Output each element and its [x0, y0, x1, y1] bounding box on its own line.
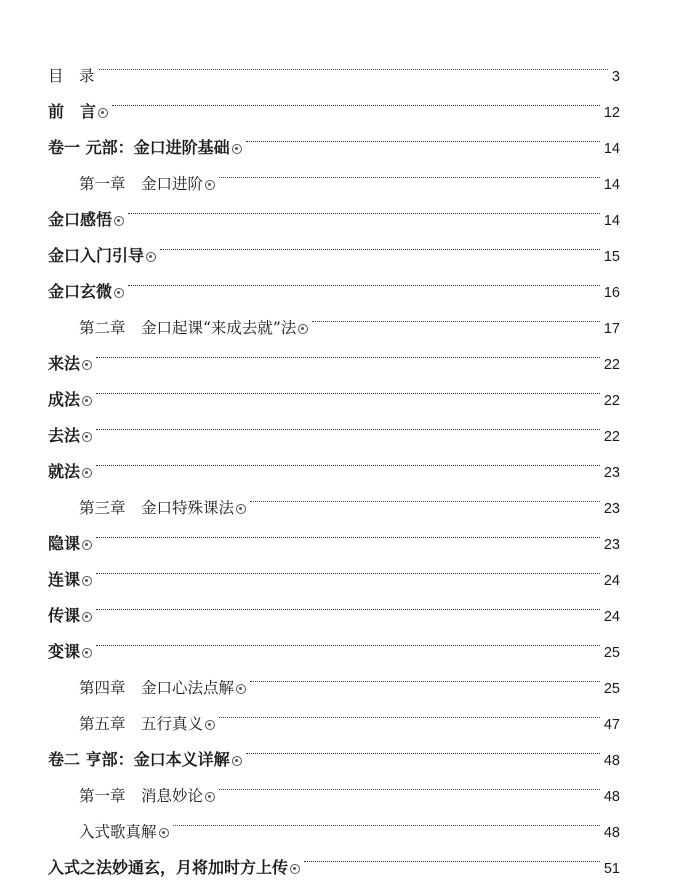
dot-leader: [128, 189, 600, 225]
bullseye-icon: [82, 612, 92, 622]
toc-entry[interactable]: [48, 477, 620, 517]
bullseye-icon: [98, 108, 108, 118]
toc-entry-page: 14: [603, 213, 620, 229]
toc-entry-title-text: 连课: [48, 570, 81, 589]
dot-leader: [96, 621, 600, 657]
toc-entry-page: 17: [603, 321, 620, 337]
dot-leader: [96, 333, 600, 369]
toc-entry-title: [48, 274, 124, 310]
toc-entry-page: 48: [603, 753, 620, 769]
bullseye-icon: [205, 720, 215, 730]
dot-leader: [246, 117, 600, 153]
table-of-contents: [48, 45, 620, 877]
bullseye-icon: [82, 648, 92, 658]
toc-entry[interactable]: [48, 261, 620, 301]
toc-entry-title-text: 入式之法妙通玄，月将加时方上传: [48, 858, 289, 877]
toc-entry-page: 24: [603, 573, 620, 589]
toc-entry-title-text: 去法: [48, 426, 81, 445]
bullseye-icon: [82, 540, 92, 550]
toc-entry[interactable]: [48, 189, 620, 229]
toc-entry-title: [79, 814, 169, 850]
toc-entry-title: [48, 94, 108, 130]
dot-leader: [128, 261, 600, 297]
toc-entry-title-text: 目 录: [48, 67, 95, 85]
toc-entry-title: [48, 454, 92, 490]
toc-entry-page: 48: [603, 825, 620, 841]
toc-entry-title: [48, 58, 95, 94]
toc-entry-page: 25: [603, 645, 620, 661]
dot-leader: [304, 837, 600, 873]
toc-entry-page: 51: [603, 861, 620, 877]
toc-entry[interactable]: [48, 297, 620, 337]
bullseye-icon: [82, 468, 92, 478]
toc-entry[interactable]: [48, 81, 620, 121]
dot-leader: [173, 801, 600, 837]
toc-entry-page: 16: [603, 285, 620, 301]
toc-entry[interactable]: [48, 441, 620, 481]
dot-leader: [250, 657, 600, 693]
dot-leader: [312, 297, 600, 333]
toc-entry-page: 14: [603, 141, 620, 157]
toc-entry-title: [48, 526, 92, 562]
bullseye-icon: [290, 864, 300, 874]
toc-entry-page: 23: [603, 501, 620, 517]
toc-entry-title-text: 第五章 五行真义: [79, 715, 204, 733]
toc-entry-title: [48, 562, 92, 598]
toc-entry-page: 22: [603, 357, 620, 373]
dot-leader: [219, 153, 600, 189]
bullseye-icon: [82, 576, 92, 586]
bullseye-icon: [114, 216, 124, 226]
toc-entry-title-text: 成法: [48, 390, 81, 409]
dot-leader: [96, 513, 600, 549]
toc-entry-title-text: 第三章 金口特殊课法: [79, 499, 235, 517]
toc-entry[interactable]: [48, 585, 620, 625]
dot-leader: [112, 81, 600, 117]
toc-entry-title-text: 入式歌真解: [79, 823, 157, 841]
bullseye-icon: [159, 828, 169, 838]
toc-entry-page: 14: [603, 177, 620, 193]
dot-leader: [96, 585, 600, 621]
toc-entry[interactable]: [48, 621, 620, 661]
toc-entry-title-text: 来法: [48, 354, 81, 373]
toc-entry-page: 25: [603, 681, 620, 697]
bullseye-icon: [82, 360, 92, 370]
toc-entry-title: [48, 202, 124, 238]
toc-entry-page: 23: [603, 537, 620, 553]
dot-leader: [96, 549, 600, 585]
dot-leader: [160, 225, 600, 261]
toc-entry-title: [48, 598, 92, 634]
toc-entry-title-text: 第二章 金口起课“来成去就”法: [79, 319, 297, 337]
toc-entry[interactable]: [48, 369, 620, 409]
toc-entry-title-text: 金口入门引导: [48, 246, 145, 265]
toc-entry-page: 48: [603, 789, 620, 805]
toc-entry-title-text: 变课: [48, 642, 81, 661]
toc-entry-title: [48, 382, 92, 418]
toc-entry[interactable]: [48, 45, 620, 85]
toc-entry[interactable]: [48, 225, 620, 265]
toc-entry-title-text: 金口玄微: [48, 282, 113, 301]
toc-entry-page: 22: [603, 429, 620, 445]
bullseye-icon: [82, 432, 92, 442]
dot-leader: [96, 441, 600, 477]
toc-entry-title-text: 金口感悟: [48, 210, 113, 229]
toc-entry-title-text: 前 言: [48, 102, 97, 121]
toc-entry-page: 15: [603, 249, 620, 265]
toc-entry[interactable]: [48, 513, 620, 553]
toc-entry-title-text: 第一章 金口进阶: [79, 175, 204, 193]
toc-entry[interactable]: [48, 549, 620, 589]
dot-leader: [250, 477, 600, 513]
dot-leader: [96, 369, 600, 405]
toc-entry-title: [48, 130, 242, 166]
toc-entry[interactable]: [48, 117, 620, 157]
dot-leader: [219, 693, 600, 729]
toc-entry-page: 22: [603, 393, 620, 409]
toc-entry-page: 3: [611, 69, 620, 85]
toc-entry-title: [79, 706, 215, 742]
toc-entry-title: [48, 850, 300, 886]
dot-leader: [99, 45, 608, 81]
dot-leader: [219, 765, 600, 801]
toc-entry-title: [48, 634, 92, 670]
bullseye-icon: [82, 396, 92, 406]
toc-entry-page: 24: [603, 609, 620, 625]
toc-entry-title-text: 传课: [48, 606, 81, 625]
toc-entry-page: 12: [603, 105, 620, 121]
toc-entry-title-text: 卷一 元部：金口进阶基础: [48, 138, 230, 157]
toc-entry-title-text: 第四章 金口心法点解: [79, 679, 235, 697]
toc-entry-title-text: 就法: [48, 462, 81, 481]
toc-entry-title: [48, 742, 242, 778]
toc-entry[interactable]: [48, 657, 620, 697]
toc-entry-title-text: 卷二 亨部：金口本义详解: [48, 750, 230, 769]
toc-entry[interactable]: [48, 333, 620, 373]
dot-leader: [96, 405, 600, 441]
toc-entry-title: [48, 418, 92, 454]
toc-entry-title: [48, 346, 92, 382]
dot-leader: [246, 729, 600, 765]
bullseye-icon: [114, 288, 124, 298]
toc-entry-title-text: 隐课: [48, 534, 81, 553]
toc-entry[interactable]: [48, 405, 620, 445]
toc-entry-title-text: 第一章 消息妙论: [79, 787, 204, 805]
toc-entry-page: 47: [603, 717, 620, 733]
toc-entry-page: 23: [603, 465, 620, 481]
